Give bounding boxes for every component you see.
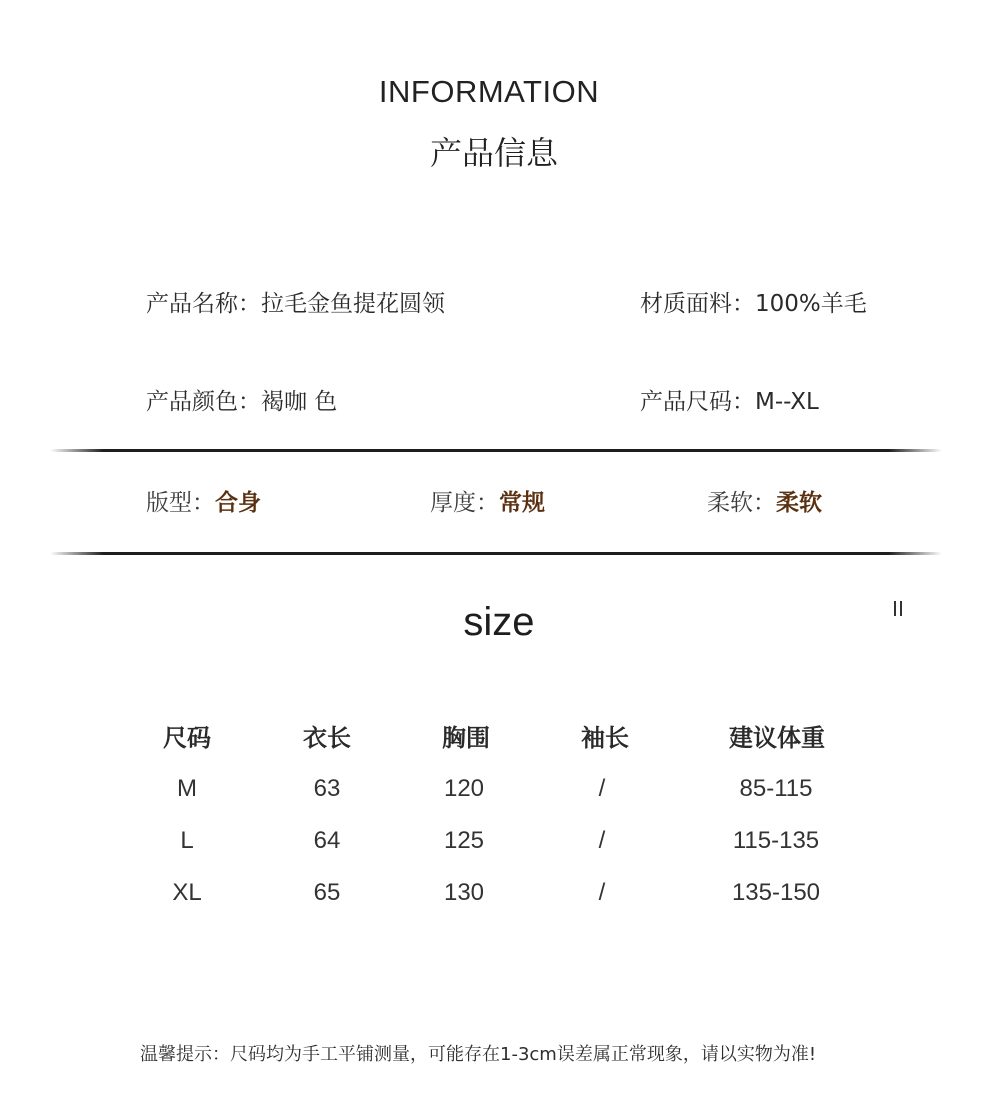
table-cell: XL: [172, 879, 202, 906]
table-cell: 130: [443, 879, 485, 906]
attribute-softness: [707, 484, 822, 517]
attribute-thickness-label: 厚度：: [430, 490, 499, 516]
table-cell: 115-135: [732, 827, 820, 854]
attribute-fit: [146, 484, 261, 517]
table-cell: 120: [443, 775, 485, 802]
measurement-note: 温馨提示：尺码均为手工平铺测量，可能存在1-3cm误差属正常现象，请以实物为准!: [140, 1044, 817, 1065]
table-cell: /: [598, 827, 606, 854]
table-header-weight: 建议体重: [729, 724, 825, 752]
table-header-chest: 胸围: [442, 724, 490, 752]
product-name: [146, 285, 445, 318]
divider-top: [50, 449, 942, 452]
attribute-softness-value: 柔软: [776, 490, 822, 516]
table-cell: /: [598, 775, 606, 802]
table-cell: L: [180, 827, 194, 854]
product-size-value: M--XL: [755, 389, 819, 415]
table-cell: /: [598, 879, 606, 906]
product-color-label: 产品颜色：: [146, 389, 261, 415]
table-header-length: 衣长: [303, 724, 351, 752]
table-cell: 63: [313, 775, 341, 802]
product-name-value: 拉毛金鱼提花圆领: [261, 291, 445, 317]
title-chinese: 产品信息: [429, 134, 558, 172]
title-english: INFORMATION: [378, 74, 600, 109]
divider-bottom: [50, 552, 942, 555]
product-size-label: 产品尺码：: [640, 389, 755, 415]
table-header-sleeve: 袖长: [581, 724, 629, 752]
product-color: [146, 383, 337, 416]
product-name-label: 产品名称：: [146, 291, 261, 317]
attribute-thickness-value: 常规: [499, 490, 545, 516]
pause-icon: [893, 601, 905, 616]
attribute-fit-label: 版型：: [146, 490, 215, 516]
product-material-label: 材质面料：: [640, 291, 755, 317]
product-color-value: 褐咖 色: [261, 389, 338, 415]
table-cell: 64: [313, 827, 341, 854]
table-header-size: 尺码: [163, 724, 211, 752]
attribute-fit-value: 合身: [215, 490, 261, 516]
product-material-value: 100%羊毛: [755, 291, 867, 317]
product-size: [640, 383, 819, 416]
attribute-thickness: [430, 484, 545, 517]
size-title: size: [463, 600, 535, 644]
table-cell: 65: [313, 879, 341, 906]
attribute-softness-label: 柔软：: [707, 490, 776, 516]
table-cell: 125: [443, 827, 485, 854]
product-material: [640, 285, 867, 318]
table-cell: M: [177, 775, 197, 802]
table-cell: 135-150: [731, 879, 821, 906]
table-cell: 85-115: [739, 775, 813, 802]
